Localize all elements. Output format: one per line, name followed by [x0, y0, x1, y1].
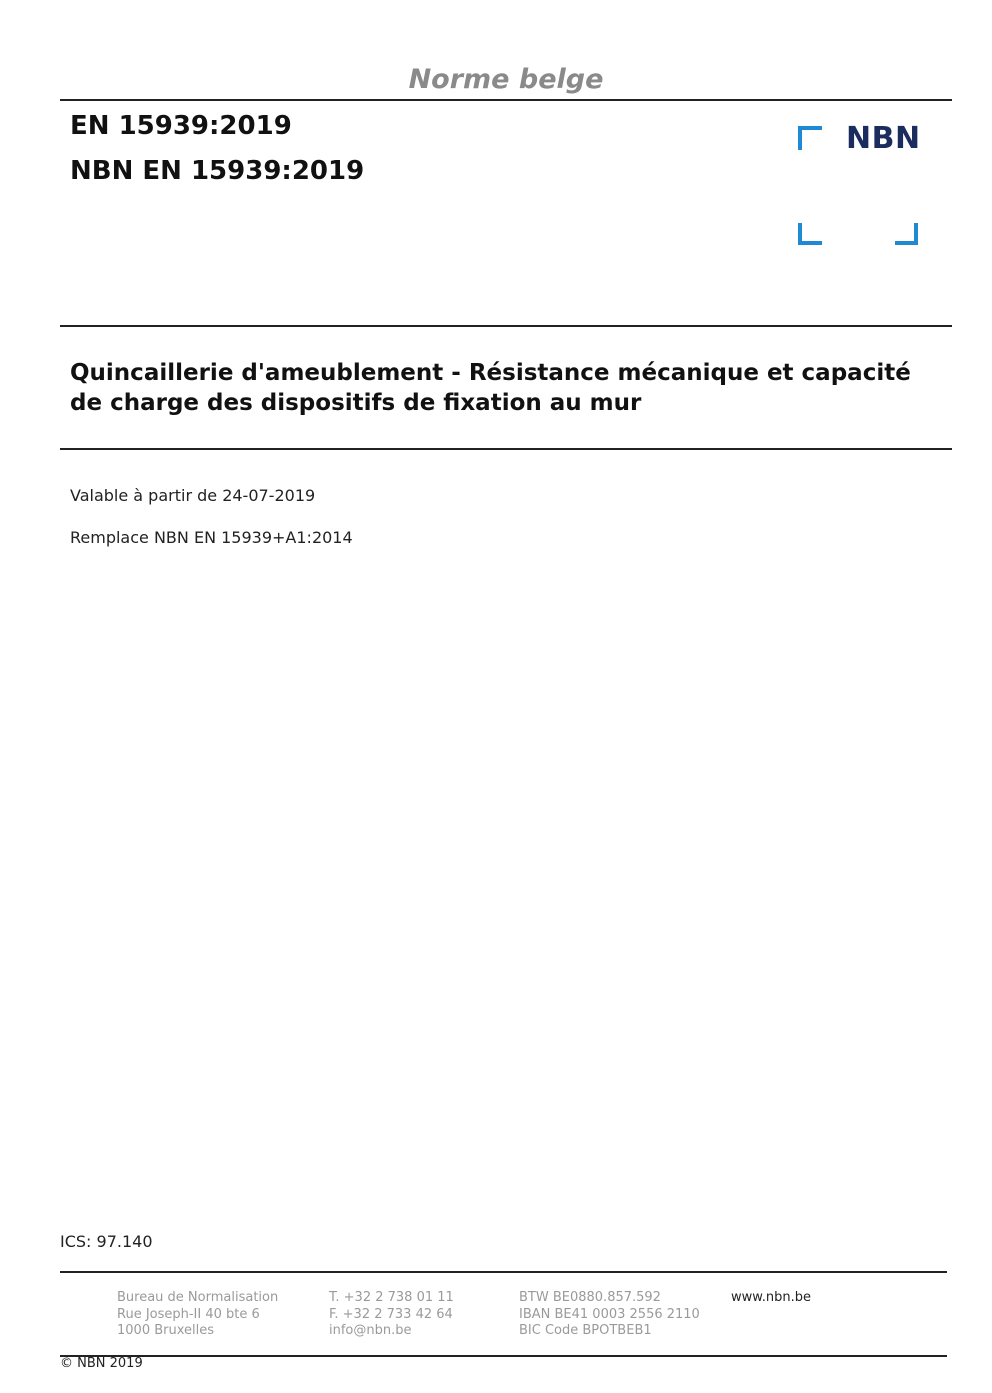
footer-bic: BIC Code BPOTBEB1: [519, 1323, 652, 1338]
footer-contact: [329, 1290, 454, 1340]
en-standard-code: EN 15939:2019: [70, 111, 292, 141]
footer-iban: IBAN BE41 0003 2556 2110: [519, 1306, 700, 1322]
footer-address-line: Rue Joseph-II 40 bte 6: [117, 1306, 260, 1322]
footer-bank: [519, 1290, 700, 1340]
copyright-text: © NBN 2019: [60, 1356, 143, 1371]
ics-code: ICS: 97.140: [60, 1232, 153, 1251]
footer-address: [117, 1290, 278, 1340]
footer-address-line: 1000 Bruxelles: [117, 1323, 215, 1338]
footer-website-link[interactable]: www.nbn.be: [731, 1290, 811, 1305]
nbn-standard-code: NBN EN 15939:2019: [70, 156, 365, 186]
header-divider: [60, 99, 952, 101]
title-bottom-divider: [60, 448, 952, 450]
header-label: Norme belge: [408, 64, 604, 95]
title-top-divider: [60, 325, 952, 327]
replaces-text: Remplace NBN EN 15939+A1:2014: [70, 528, 353, 547]
valid-from-text: Valable à partir de 24-07-2019: [70, 486, 316, 505]
footer-phone: T. +32 2 738 01 11: [329, 1290, 454, 1305]
footer-vat: BTW BE0880.857.592: [519, 1290, 661, 1305]
title-line-2: de charge des dispositifs de fixation au mur: [70, 390, 642, 416]
footer-top-divider: [60, 1271, 947, 1273]
footer-bottom-divider: [60, 1355, 947, 1357]
nbn-logo-text: NBN: [846, 121, 921, 156]
footer-address-line: Bureau de Normalisation: [117, 1290, 279, 1305]
footer-email-link[interactable]: info@nbn.be: [329, 1323, 412, 1338]
title-line-1: Quincaillerie d'ameublement - Résistance mécanique et capacité: [70, 360, 911, 386]
document-title: [70, 358, 950, 418]
footer-fax: F. +32 2 733 42 64: [329, 1306, 453, 1322]
